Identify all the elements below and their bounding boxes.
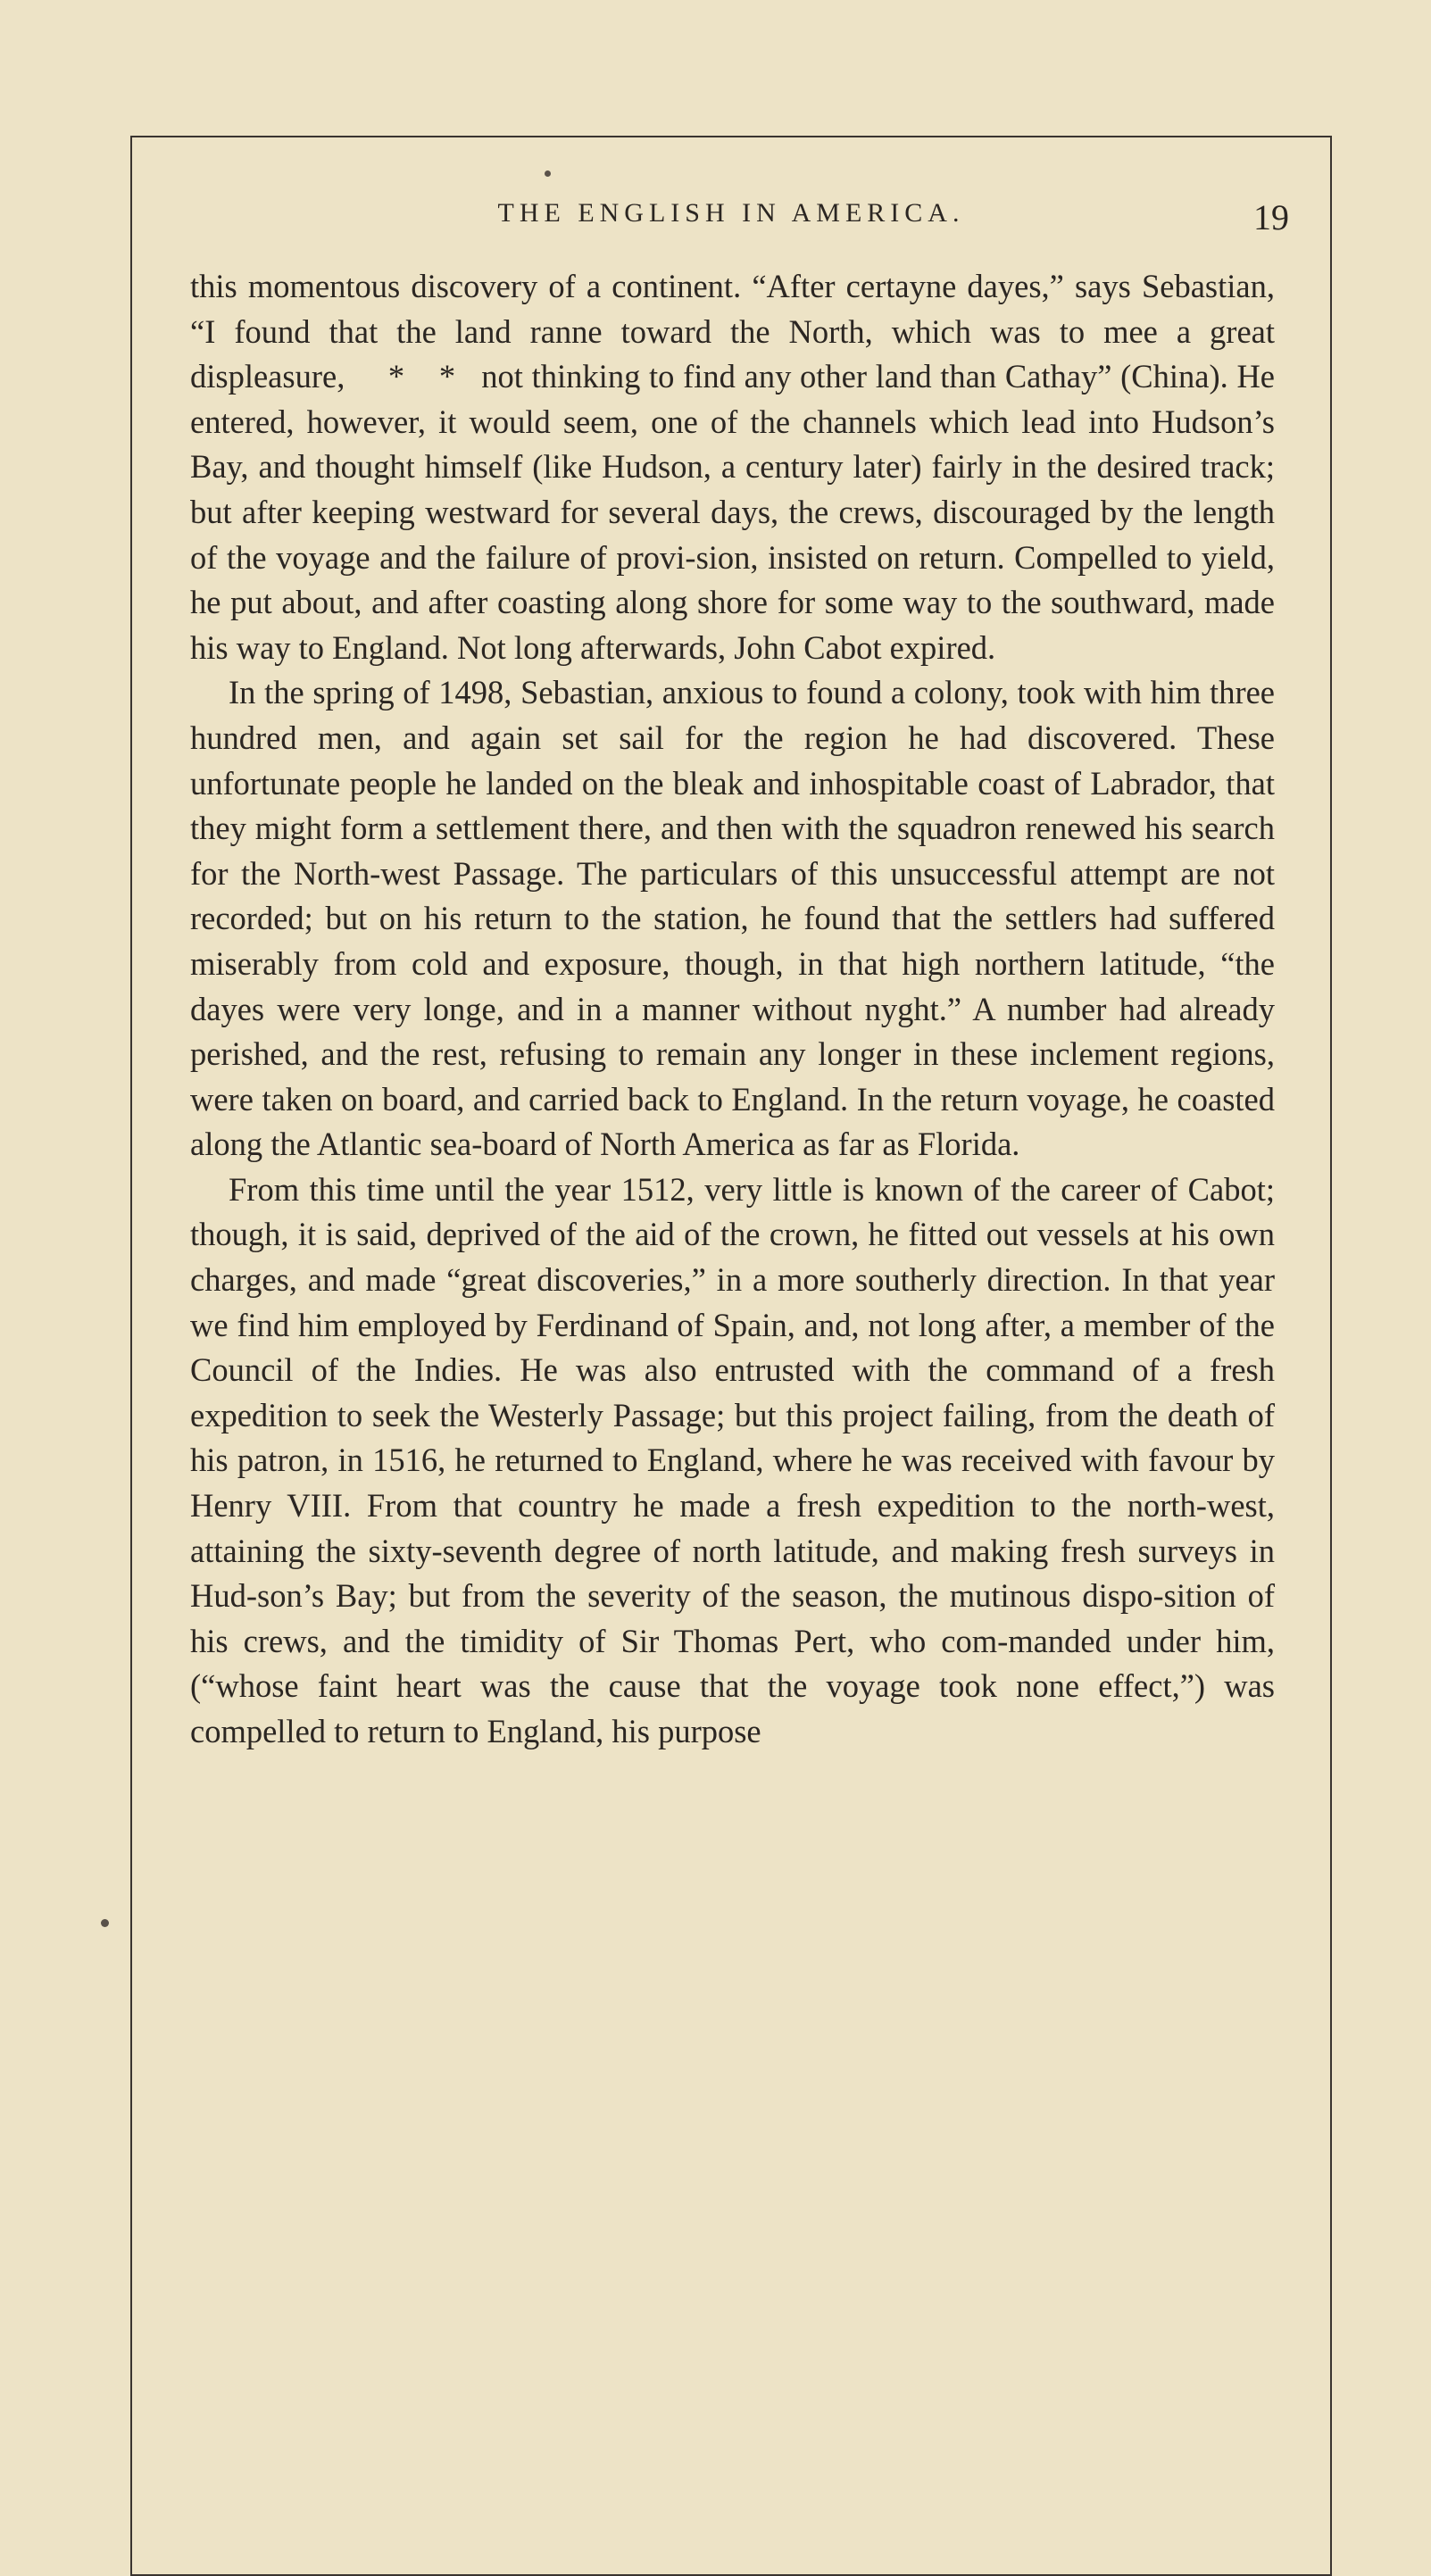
ink-speck	[101, 1919, 109, 1927]
paragraph-1: this momentous discovery of a continent. “After certayne dayes,” says Sebastian, “I found that the land ranne toward the North, which was to mee a great displeasure, * * not thinking to find any other land than Cathay” (China). He entered, however, it would seem, one of the channels which lead into Hudson’s Bay, and thought himself (like Hudson, a century later) fairly in the desired track; but after keeping westward for several days, the crews, discouraged by the length of the voyage and the failure of provi-sion, insisted on return. Compelled to yield, he put about, and after coasting along shore for some way to the southward, made his way to England. Not long afterwards, John Cabot expired.	[190, 268, 1275, 666]
paragraph-3: From this time until the year 1512, very little is known of the career of Cabot; though, it is said, deprived of the aid of the crown, he fitted out vessels at his own charges, and made “great discoveries,” in a more southerly direction. In that year we find him employed by Ferdinand of Spain, and, not long after, a member of the Council of the Indies. He was also entrusted with the command of a fresh expedition to seek the Westerly Passage; but this project failing, from the death of his patron, in 1516, he returned to England, where he was received with favour by Henry VIII. From that country he made a fresh expedition to the north-west, attaining the sixty-seventh degree of north latitude, and making fresh surveys in Hud-son’s Bay; but from the severity of the season, the mutinous dispo-sition of his crews, and the timidity of Sir Thomas Pert, who com-manded under him, (“whose faint heart was the cause that the voyage took none effect,”) was compelled to return to England, his purpose	[190, 1170, 1275, 1749]
running-head	[130, 189, 1332, 243]
running-title: THE ENGLISH IN AMERICA.	[497, 198, 965, 228]
page-number: 19	[1253, 197, 1289, 237]
paragraph-2: In the spring of 1498, Sebastian, anxious to found a colony, took with him three hundred men, and again set sail for the region he had discovered. These unfortunate people he landed on the bleak and inhospitable coast of Labrador, that they might form a settlement there, and then with the squadron renewed his search for the North-west Passage. The particulars of this unsuccessful attempt are not recorded; but on his return to the station, he found that the settlers had suffered miserably from cold and exposure, though, in that high northern latitude, “the dayes were very longe, and in a manner without nyght.” A number had already perished, and the rest, refusing to remain any longer in these inclement regions, were taken on board, and carried back to England. In the return voyage, he coasted along the Atlantic sea-board of North America as far as Florida.	[190, 674, 1275, 1163]
body-text	[190, 264, 1275, 1755]
ink-speck	[545, 170, 551, 177]
